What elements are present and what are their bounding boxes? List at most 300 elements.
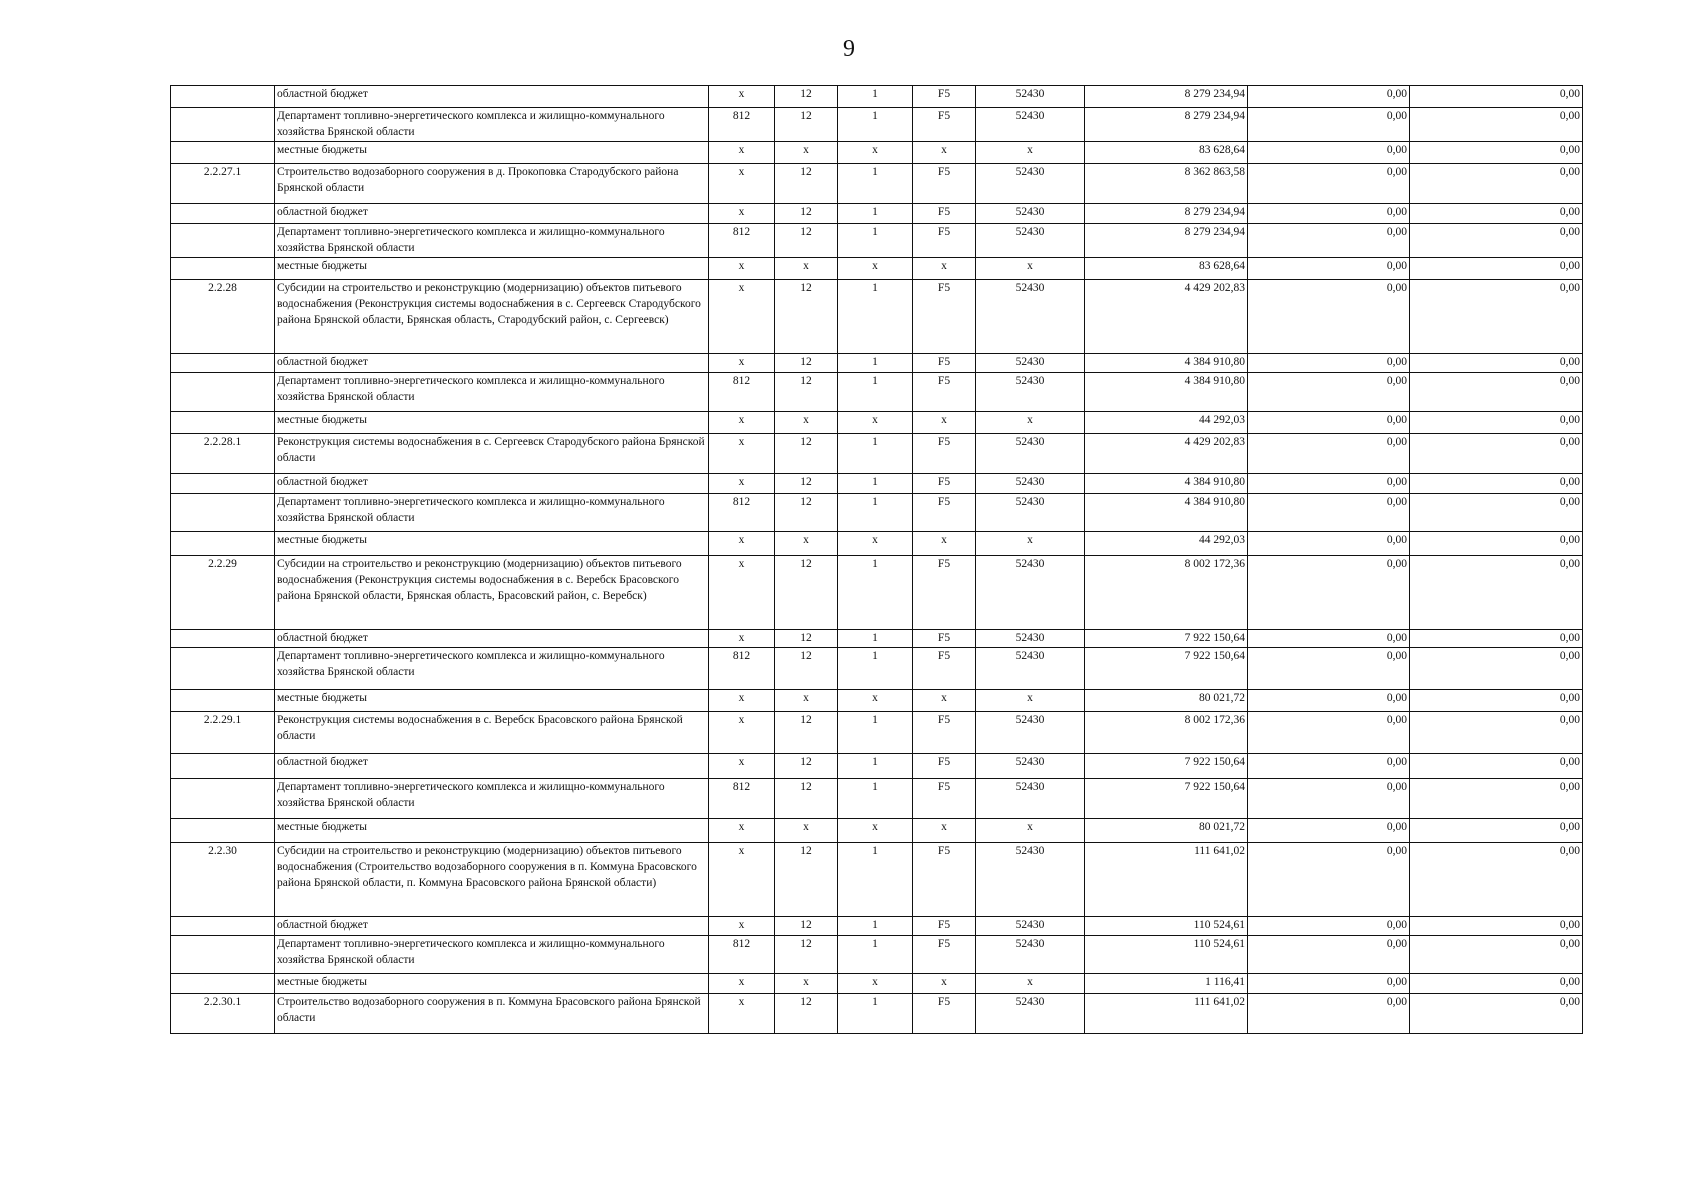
direction-code-cell: 52430 [976,712,1085,754]
table-row [171,434,1583,474]
project-code-cell: F5 [913,843,976,917]
row-name-cell: Департамент топливно-энергетического комплекса и жилищно-коммунального хозяйства Брянской области [275,108,709,142]
section-code-cell: x [775,974,838,994]
program-code-cell: 1 [838,494,913,532]
program-code-cell: 1 [838,164,913,204]
section-code-cell: 12 [775,280,838,354]
amount-cell: 0,00 [1410,648,1583,690]
table-row [171,86,1583,108]
section-code-cell: 12 [775,843,838,917]
direction-code-cell: 52430 [976,994,1085,1034]
amount-cell: 0,00 [1248,712,1410,754]
table-row [171,224,1583,258]
amount-cell: 0,00 [1410,373,1583,412]
direction-code-cell: 52430 [976,434,1085,474]
program-code-cell: 1 [838,630,913,648]
grbs-code-cell: x [709,434,775,474]
table-row [171,843,1583,917]
project-code-cell: F5 [913,648,976,690]
section-code-cell: x [775,142,838,164]
amount-cell: 0,00 [1410,494,1583,532]
grbs-code-cell: x [709,258,775,280]
program-code-cell: x [838,819,913,843]
section-code-cell: 12 [775,494,838,532]
amount-cell: 0,00 [1248,86,1410,108]
direction-code-cell: x [976,690,1085,712]
amount-cell: 0,00 [1248,164,1410,204]
amount-cell: 4 384 910,80 [1085,373,1248,412]
project-code-cell: x [913,412,976,434]
grbs-code-cell: x [709,412,775,434]
project-code-cell: F5 [913,354,976,373]
program-code-cell: 1 [838,779,913,819]
project-code-cell: x [913,974,976,994]
direction-code-cell: 52430 [976,474,1085,494]
section-code-cell: 12 [775,164,838,204]
direction-code-cell: 52430 [976,354,1085,373]
table-row [171,142,1583,164]
amount-cell: 0,00 [1248,373,1410,412]
row-code-cell: 2.2.28 [171,280,275,354]
direction-code-cell: x [976,819,1085,843]
row-code-cell [171,690,275,712]
project-code-cell: F5 [913,917,976,936]
direction-code-cell: x [976,532,1085,556]
amount-cell: 0,00 [1248,108,1410,142]
direction-code-cell: x [976,258,1085,280]
table-row [171,373,1583,412]
section-code-cell: 12 [775,434,838,474]
amount-cell: 0,00 [1410,843,1583,917]
section-code-cell: x [775,690,838,712]
amount-cell: 8 279 234,94 [1085,86,1248,108]
amount-cell: 0,00 [1410,712,1583,754]
amount-cell: 0,00 [1410,434,1583,474]
project-code-cell: F5 [913,474,976,494]
program-code-cell: 1 [838,108,913,142]
row-name-cell: местные бюджеты [275,412,709,434]
direction-code-cell: 52430 [976,108,1085,142]
program-code-cell: 1 [838,917,913,936]
section-code-cell: 12 [775,630,838,648]
section-code-cell: 12 [775,354,838,373]
table-row [171,258,1583,280]
project-code-cell: F5 [913,936,976,974]
amount-cell: 0,00 [1248,648,1410,690]
amount-cell: 0,00 [1410,108,1583,142]
budget-table [170,85,1583,1034]
row-code-cell [171,917,275,936]
direction-code-cell: 52430 [976,754,1085,779]
project-code-cell: F5 [913,224,976,258]
grbs-code-cell: 812 [709,224,775,258]
direction-code-cell: 52430 [976,630,1085,648]
grbs-code-cell: x [709,974,775,994]
section-code-cell: 12 [775,86,838,108]
direction-code-cell: x [976,974,1085,994]
table-row [171,474,1583,494]
row-name-cell: Строительство водозаборного сооружения в д. Прокоповка Стародубского района Брянской области [275,164,709,204]
direction-code-cell: 52430 [976,86,1085,108]
row-code-cell: 2.2.28.1 [171,434,275,474]
grbs-code-cell: 812 [709,373,775,412]
direction-code-cell: 52430 [976,843,1085,917]
amount-cell: 0,00 [1248,819,1410,843]
amount-cell: 0,00 [1248,532,1410,556]
amount-cell: 0,00 [1248,434,1410,474]
amount-cell: 4 384 910,80 [1085,354,1248,373]
grbs-code-cell: 812 [709,648,775,690]
amount-cell: 0,00 [1410,224,1583,258]
program-code-cell: x [838,974,913,994]
table-row [171,648,1583,690]
amount-cell: 0,00 [1410,86,1583,108]
amount-cell: 0,00 [1410,532,1583,556]
table-row [171,204,1583,224]
section-code-cell: 12 [775,373,838,412]
amount-cell: 0,00 [1410,204,1583,224]
section-code-cell: 12 [775,936,838,974]
direction-code-cell: 52430 [976,779,1085,819]
grbs-code-cell: x [709,690,775,712]
grbs-code-cell: x [709,280,775,354]
project-code-cell: x [913,258,976,280]
row-name-cell: Департамент топливно-энергетического комплекса и жилищно-коммунального хозяйства Брянской области [275,224,709,258]
direction-code-cell: 52430 [976,648,1085,690]
project-code-cell: F5 [913,164,976,204]
row-code-cell: 2.2.30.1 [171,994,275,1034]
row-name-cell: областной бюджет [275,204,709,224]
grbs-code-cell: x [709,843,775,917]
program-code-cell: x [838,412,913,434]
project-code-cell: F5 [913,994,976,1034]
section-code-cell: x [775,532,838,556]
grbs-code-cell: 812 [709,936,775,974]
amount-cell: 0,00 [1248,412,1410,434]
amount-cell: 83 628,64 [1085,258,1248,280]
row-code-cell [171,373,275,412]
amount-cell: 4 384 910,80 [1085,494,1248,532]
row-name-cell: Департамент топливно-энергетического комплекса и жилищно-коммунального хозяйства Брянской области [275,936,709,974]
project-code-cell: x [913,142,976,164]
amount-cell: 0,00 [1410,754,1583,779]
project-code-cell: F5 [913,280,976,354]
table-row [171,532,1583,556]
amount-cell: 111 641,02 [1085,994,1248,1034]
project-code-cell: F5 [913,494,976,532]
table-row [171,494,1583,532]
program-code-cell: 1 [838,224,913,258]
amount-cell: 111 641,02 [1085,843,1248,917]
section-code-cell: 12 [775,917,838,936]
direction-code-cell: 52430 [976,164,1085,204]
row-code-cell: 2.2.30 [171,843,275,917]
row-name-cell: местные бюджеты [275,974,709,994]
row-name-cell: местные бюджеты [275,819,709,843]
program-code-cell: 1 [838,86,913,108]
amount-cell: 4 384 910,80 [1085,474,1248,494]
amount-cell: 0,00 [1410,164,1583,204]
program-code-cell: x [838,690,913,712]
amount-cell: 0,00 [1248,258,1410,280]
row-code-cell [171,779,275,819]
grbs-code-cell: x [709,474,775,494]
row-name-cell: Строительство водозаборного сооружения в п. Коммуна Брасовского района Брянской области [275,994,709,1034]
grbs-code-cell: 812 [709,108,775,142]
grbs-code-cell: x [709,532,775,556]
amount-cell: 0,00 [1248,280,1410,354]
table-row [171,108,1583,142]
direction-code-cell: 52430 [976,936,1085,974]
table-row [171,556,1583,630]
row-name-cell: Департамент топливно-энергетического комплекса и жилищно-коммунального хозяйства Брянской области [275,373,709,412]
row-code-cell [171,354,275,373]
section-code-cell: 12 [775,224,838,258]
project-code-cell: F5 [913,630,976,648]
program-code-cell: 1 [838,556,913,630]
row-name-cell: местные бюджеты [275,690,709,712]
row-name-cell: Департамент топливно-энергетического комплекса и жилищно-коммунального хозяйства Брянской области [275,779,709,819]
amount-cell: 0,00 [1248,354,1410,373]
table-row [171,690,1583,712]
row-code-cell [171,494,275,532]
amount-cell: 0,00 [1410,280,1583,354]
grbs-code-cell: x [709,164,775,204]
amount-cell: 44 292,03 [1085,532,1248,556]
amount-cell: 0,00 [1248,779,1410,819]
grbs-code-cell: x [709,630,775,648]
project-code-cell: x [913,532,976,556]
row-name-cell: областной бюджет [275,354,709,373]
project-code-cell: F5 [913,373,976,412]
amount-cell: 44 292,03 [1085,412,1248,434]
row-code-cell: 2.2.29 [171,556,275,630]
amount-cell: 0,00 [1248,630,1410,648]
project-code-cell: F5 [913,86,976,108]
grbs-code-cell: x [709,86,775,108]
row-code-cell [171,936,275,974]
row-code-cell [171,474,275,494]
amount-cell: 7 922 150,64 [1085,754,1248,779]
row-name-cell: областной бюджет [275,630,709,648]
amount-cell: 0,00 [1410,936,1583,974]
amount-cell: 0,00 [1248,556,1410,630]
program-code-cell: 1 [838,754,913,779]
row-name-cell: местные бюджеты [275,142,709,164]
grbs-code-cell: x [709,354,775,373]
section-code-cell: 12 [775,648,838,690]
section-code-cell: 12 [775,779,838,819]
amount-cell: 0,00 [1410,974,1583,994]
row-code-cell [171,819,275,843]
section-code-cell: 12 [775,556,838,630]
grbs-code-cell: x [709,917,775,936]
row-code-cell [171,754,275,779]
table-row [171,164,1583,204]
section-code-cell: 12 [775,754,838,779]
direction-code-cell: 52430 [976,204,1085,224]
amount-cell: 8 002 172,36 [1085,556,1248,630]
program-code-cell: 1 [838,354,913,373]
amount-cell: 0,00 [1410,258,1583,280]
grbs-code-cell: 812 [709,494,775,532]
row-code-cell [171,224,275,258]
grbs-code-cell: x [709,204,775,224]
program-code-cell: 1 [838,373,913,412]
grbs-code-cell: x [709,142,775,164]
amount-cell: 0,00 [1410,690,1583,712]
project-code-cell: x [913,819,976,843]
program-code-cell: x [838,142,913,164]
project-code-cell: F5 [913,556,976,630]
grbs-code-cell: x [709,712,775,754]
program-code-cell: 1 [838,843,913,917]
amount-cell: 8 279 234,94 [1085,224,1248,258]
amount-cell: 8 279 234,94 [1085,204,1248,224]
amount-cell: 0,00 [1248,917,1410,936]
amount-cell: 0,00 [1410,354,1583,373]
row-name-cell: Субсидии на строительство и реконструкцию (модернизацию) объектов питьевого водоснабжения (Реконструкция системы водоснабжения в с. Сергеевск Стародубского района Брянской области, Брянская область, Стародубский район, с. Сергеевск) [275,280,709,354]
table-row [171,754,1583,779]
amount-cell: 0,00 [1410,556,1583,630]
amount-cell: 0,00 [1248,142,1410,164]
table-row [171,779,1583,819]
amount-cell: 0,00 [1248,690,1410,712]
amount-cell: 8 002 172,36 [1085,712,1248,754]
direction-code-cell: 52430 [976,280,1085,354]
amount-cell: 0,00 [1248,494,1410,532]
amount-cell: 0,00 [1410,819,1583,843]
grbs-code-cell: x [709,819,775,843]
amount-cell: 8 279 234,94 [1085,108,1248,142]
row-code-cell [171,142,275,164]
row-code-cell: 2.2.27.1 [171,164,275,204]
row-name-cell: Департамент топливно-энергетического комплекса и жилищно-коммунального хозяйства Брянской области [275,494,709,532]
program-code-cell: 1 [838,204,913,224]
amount-cell: 0,00 [1248,843,1410,917]
row-name-cell: областной бюджет [275,754,709,779]
row-name-cell: областной бюджет [275,917,709,936]
row-name-cell: местные бюджеты [275,532,709,556]
project-code-cell: F5 [913,712,976,754]
table-row [171,412,1583,434]
amount-cell: 4 429 202,83 [1085,434,1248,474]
program-code-cell: 1 [838,434,913,474]
direction-code-cell: 52430 [976,917,1085,936]
amount-cell: 0,00 [1248,754,1410,779]
amount-cell: 0,00 [1410,630,1583,648]
section-code-cell: x [775,819,838,843]
section-code-cell: x [775,258,838,280]
table-row [171,712,1583,754]
amount-cell: 0,00 [1248,204,1410,224]
amount-cell: 0,00 [1410,994,1583,1034]
row-name-cell: Субсидии на строительство и реконструкцию (модернизацию) объектов питьевого водоснабжения (Строительство водозаборного сооружения в п. Коммуна Брасовского района Брянской области, п. Коммуна Брасовского района Брянской области) [275,843,709,917]
table-row [171,280,1583,354]
amount-cell: 110 524,61 [1085,917,1248,936]
row-name-cell: областной бюджет [275,474,709,494]
amount-cell: 110 524,61 [1085,936,1248,974]
direction-code-cell: x [976,142,1085,164]
section-code-cell: 12 [775,474,838,494]
table-row [171,936,1583,974]
grbs-code-cell: x [709,754,775,779]
direction-code-cell: 52430 [976,224,1085,258]
amount-cell: 4 429 202,83 [1085,280,1248,354]
amount-cell: 0,00 [1248,994,1410,1034]
program-code-cell: x [838,532,913,556]
row-name-cell: местные бюджеты [275,258,709,280]
amount-cell: 7 922 150,64 [1085,648,1248,690]
amount-cell: 0,00 [1410,412,1583,434]
row-code-cell [171,648,275,690]
section-code-cell: 12 [775,712,838,754]
direction-code-cell: 52430 [976,556,1085,630]
table-row [171,819,1583,843]
project-code-cell: F5 [913,204,976,224]
section-code-cell: 12 [775,994,838,1034]
project-code-cell: F5 [913,434,976,474]
row-name-cell: Реконструкция системы водоснабжения в с. Веребск Брасовского района Брянской области [275,712,709,754]
section-code-cell: 12 [775,204,838,224]
table-row [171,917,1583,936]
row-code-cell [171,974,275,994]
section-code-cell: x [775,412,838,434]
row-code-cell [171,204,275,224]
row-name-cell: Субсидии на строительство и реконструкцию (модернизацию) объектов питьевого водоснабжения (Реконструкция системы водоснабжения в с. Веребск Брасовского района Брянской области, Брянская область, Брасовский район, с. Веребск) [275,556,709,630]
program-code-cell: 1 [838,474,913,494]
amount-cell: 80 021,72 [1085,819,1248,843]
amount-cell: 80 021,72 [1085,690,1248,712]
amount-cell: 7 922 150,64 [1085,630,1248,648]
program-code-cell: 1 [838,936,913,974]
page-number: 9 [843,36,855,62]
row-name-cell: Реконструкция системы водоснабжения в с. Сергеевск Стародубского района Брянской области [275,434,709,474]
section-code-cell: 12 [775,108,838,142]
row-code-cell [171,412,275,434]
program-code-cell: 1 [838,280,913,354]
amount-cell: 8 362 863,58 [1085,164,1248,204]
grbs-code-cell: 812 [709,779,775,819]
table-row [171,994,1583,1034]
direction-code-cell: x [976,412,1085,434]
amount-cell: 0,00 [1410,917,1583,936]
amount-cell: 0,00 [1410,779,1583,819]
amount-cell: 1 116,41 [1085,974,1248,994]
amount-cell: 7 922 150,64 [1085,779,1248,819]
table-row [171,354,1583,373]
direction-code-cell: 52430 [976,494,1085,532]
table-row [171,630,1583,648]
amount-cell: 0,00 [1410,142,1583,164]
program-code-cell: 1 [838,648,913,690]
amount-cell: 0,00 [1248,936,1410,974]
row-code-cell [171,630,275,648]
project-code-cell: F5 [913,779,976,819]
project-code-cell: F5 [913,754,976,779]
row-code-cell: 2.2.29.1 [171,712,275,754]
amount-cell: 0,00 [1410,474,1583,494]
project-code-cell: x [913,690,976,712]
grbs-code-cell: x [709,994,775,1034]
project-code-cell: F5 [913,108,976,142]
row-code-cell [171,258,275,280]
amount-cell: 83 628,64 [1085,142,1248,164]
program-code-cell: 1 [838,712,913,754]
grbs-code-cell: x [709,556,775,630]
amount-cell: 0,00 [1248,974,1410,994]
table-row [171,974,1583,994]
